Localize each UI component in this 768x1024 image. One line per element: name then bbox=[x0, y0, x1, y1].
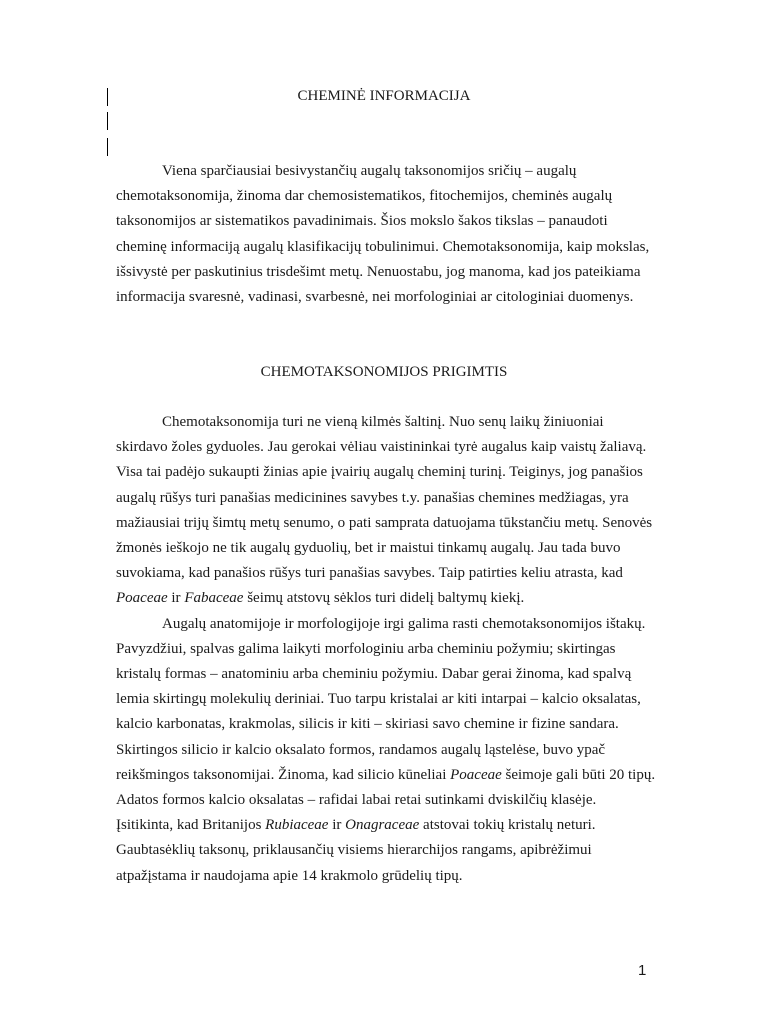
taxon-name: Fabaceae bbox=[184, 590, 244, 607]
text-run: Viena sparčiausiai besivystančių augalų taksonomijos sričių – augalų chemotaksonomija, žinoma dar chemosistematikos, fitochemijos, cheminės augalų taksonomijos ar sistematikos pavadinimais. Šios mokslo šakos tikslas – panaudoti cheminę informaciją augalų klasifikacijų tobulinimui. Chemotaksonomija, kaip mokslas, išsivystė per paskutinius trisdešimt metų. Nenuostabu, jog manoma, kad jos pateikiama informacija svaresnė, vadinasi, svarbesnė, nei morfologiniai ar citologiniai duomenys. bbox=[116, 163, 650, 306]
text-run: šeimų atstovų sėklos turi didelį baltymų kiekį. bbox=[243, 590, 525, 607]
section-heading: CHEMOTAKSONOMIJOS PRIGIMTIS bbox=[260, 364, 508, 380]
text-run: ir bbox=[328, 817, 346, 834]
text-boundary-marker bbox=[107, 112, 108, 130]
taxon-name: Poaceae bbox=[116, 590, 168, 607]
taxon-name: Onagraceae bbox=[345, 817, 420, 834]
taxon-name: Rubiaceae bbox=[265, 817, 329, 834]
text-run: ir bbox=[167, 590, 185, 607]
text-run: šeimoje gali būti 20 tipų. Adatos formos kalcio oksalatas – rafidai labai retai sutinkami dviskilčių klasėje. Įsitikinta, kad Britanijos bbox=[116, 766, 656, 834]
document-title: CHEMINĖ INFORMACIJA bbox=[297, 88, 471, 104]
paragraph bbox=[116, 410, 656, 612]
text-run: Chemotaksonomija turi ne vieną kilmės šaltinį. Nuo senų laikų žiniuoniai skirdavo žoles gyduoles. Jau gerokai vėliau vaistininkai tyrė augalus kaip vaistų žaliavą. Visa tai padėjo sukaupti žinias apie įvairių augalų cheminį turinį. Teiginys, jog panašios augalų rūšys turi panašias medicinines savybes t.y. panašias chemines medžiagas, yra mažiausiai trijų šimtų metų senumo, o pati samprata datuojama tūkstančiu metų. Senovės žmonės ieškojo ne tik augalų gyduolių, bet ir maistui tinkamų augalų. Jau tada buvo suvokiama, kad panašios rūšys turi panašias savybes. Taip patirties keliu atrasta, kad bbox=[116, 414, 653, 582]
paragraph bbox=[116, 159, 656, 310]
section-body bbox=[116, 410, 656, 889]
text-boundary-marker bbox=[107, 138, 108, 156]
taxon-name: Poaceae bbox=[450, 766, 502, 783]
paragraph bbox=[116, 612, 656, 889]
intro-paragraph bbox=[116, 159, 656, 310]
text-run: Augalų anatomijoje ir morfologijoje irgi galima rasti chemotaksonomijos ištakų. Pavyzdžiui, spalvas galima laikyti morfologiniu arba cheminiu požymiu; skirtingas kristalų formas – anatominiu arba cheminiu požymiu. Dabar gerai žinoma, kad spalvą lemia skirtingų molekulių deriniai. Tuo tarpu kristalai ar kiti intarpai – kalcio oksalatas, kalcio karbonatas, krakmolas, silicis ir kiti – skiriasi savo chemine ir fizine sandara. Skirtingos silicio ir kalcio oksalato formos, randamos augalų ląstelėse, buvo ypač reikšmingos taksonomijai. Žinoma, kad silicio kūneliai bbox=[116, 615, 646, 783]
page-number: 1 bbox=[638, 962, 647, 979]
text-run: atstovai tokių kristalų neturi. Gaubtasėklių taksonų, priklausančių visiems hierarchijos rangams, apibrėžimui atpažįstama ir naudojama apie 14 krakmolo grūdelių tipų. bbox=[116, 817, 596, 884]
